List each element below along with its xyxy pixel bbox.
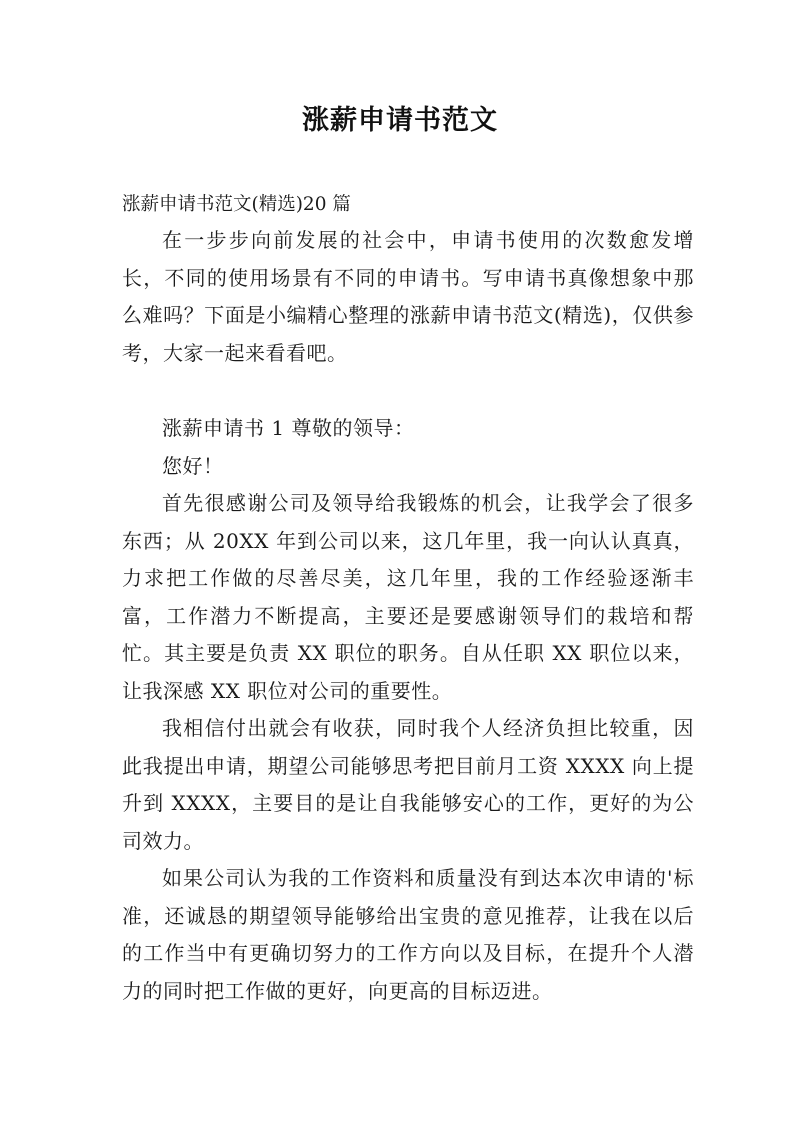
intro-section xyxy=(122,222,694,372)
document-subtitle: 涨薪申请书范文(精选)20 篇 xyxy=(122,194,351,215)
letter-paragraph: 首先很感谢公司及领导给我锻炼的机会，让我学会了很多东西；从 20XX 年到公司以来，这几年里，我一向认认真真，力求把工作做的尽善尽美，这几年里，我的工作经验逐渐丰富，工作潜力不断提高，主要还是要感谢领导们的栽培和帮忙。其主要是负责 XX 职位的职务。自从任职 XX 职位以来，让我深感 XX 职位对公司的重要性。 xyxy=(122,491,694,703)
letter-section xyxy=(122,410,694,1010)
document-title: 涨薪申请书范文 xyxy=(302,105,498,136)
letter-greeting: 您好！ xyxy=(162,453,224,478)
intro-paragraph: 在一步步向前发展的社会中，申请书使用的次数愈发增长，不同的使用场景有不同的申请书。写申请书真像想象中那么难吗？下面是小编精心整理的涨薪申请书范文(精选)，仅供参考，大家一起来看看吧。 xyxy=(122,228,694,365)
letter-paragraph: 如果公司认为我的工作资料和质量没有到达本次申请的'标准，还诚恳的期望领导能够给出宝贵的意见推荐，让我在以后的工作当中有更确切努力的工作方向以及目标，在提升个人潜力的同时把工作做的更好，向更高的目标迈进。 xyxy=(122,866,694,1003)
letter-paragraph: 我相信付出就会有收获，同时我个人经济负担比较重，因此我提出申请，期望公司能够思考把目前月工资 XXXX 向上提升到 XXXX，主要目的是让自我能够安心的工作，更好的为公司效力。 xyxy=(122,716,694,853)
letter-heading: 涨薪申请书 1 尊敬的领导： xyxy=(162,416,415,440)
